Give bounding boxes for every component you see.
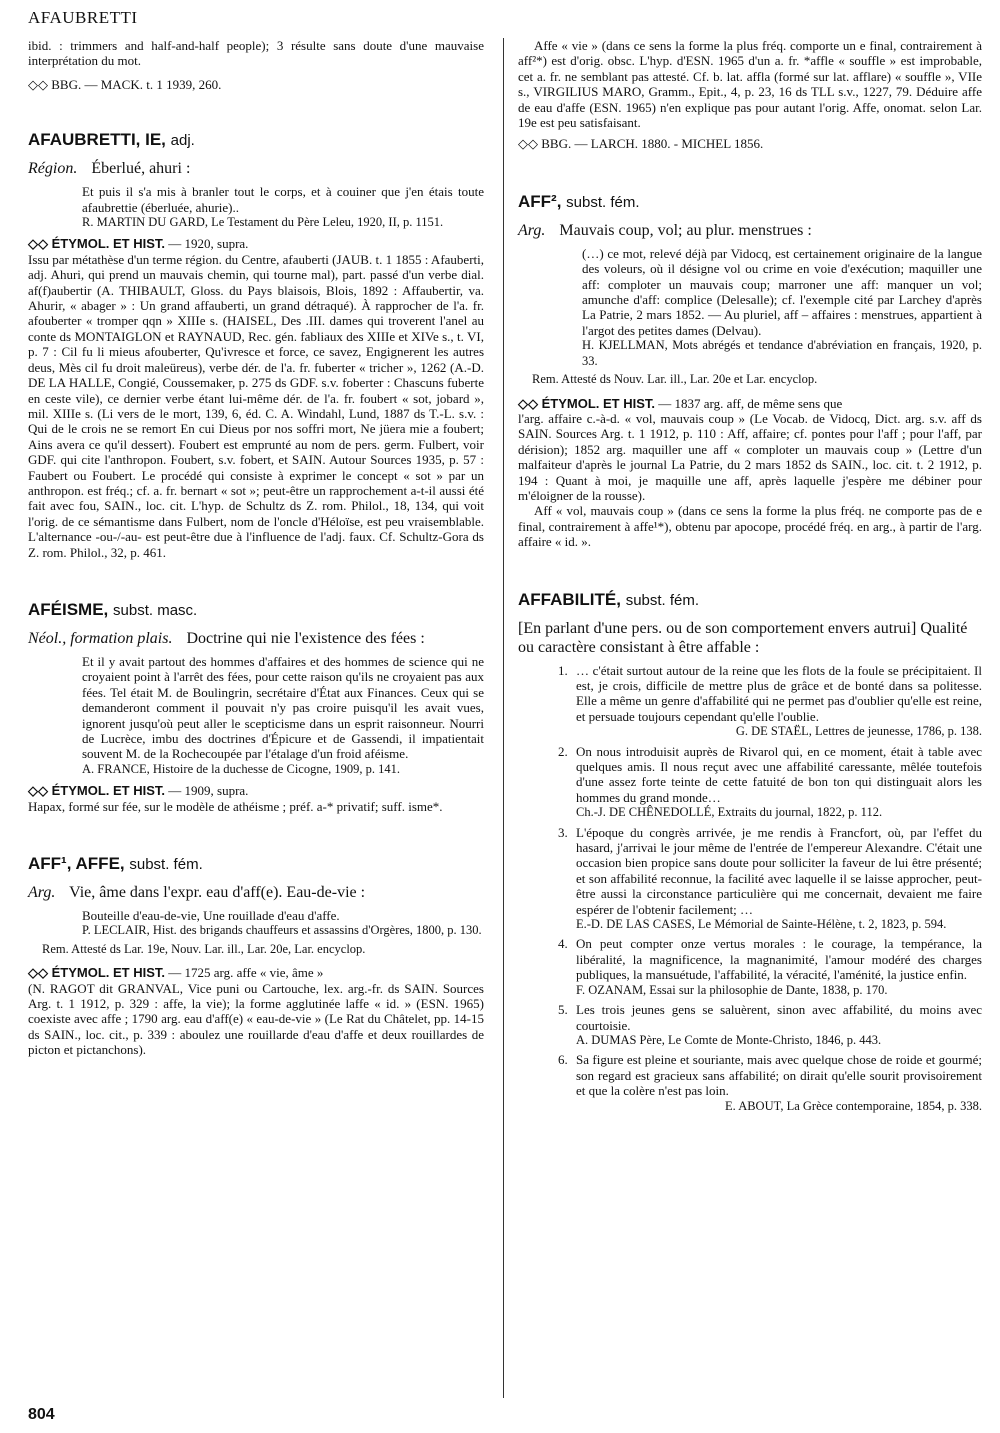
example-number: 5. [558, 1002, 568, 1018]
citation-text: Et il y avait partout des hommes d'affaires et des hommes de science qui ne croyaient point à l'arrêt des fées, pour cette raison qu'ils ne croyaient pas aux fées. Tel était M. de Boulingrin, secrétaire d'État aux Finances. Ceux qui se demanderont comment il pouvait n'y pas croire puisqu'il les avait vues, ignorent jusqu'où peut aller le scepticisme dans un esprit raisonneur. Nourri de Lucrèce, imbu des doctrines d'Épicure et de Gassendi, il impatientait souvent M. de la Rochecoupée par l'étalage d'un froid aféisme. [82, 653, 484, 762]
etymology-text-2: Aff « vol, mauvais coup » (dans ce sens la forme la plus fréq. ne comporte pas de e final, contrairement à affe¹*), obtenu par apocope, procédé fréq. en arg., à partir de l'arg. affaire « id. ». [518, 503, 982, 550]
citation-source: H. KJELLMAN, Mots abrégés et tendance d'abréviation en français, 1920, p. 33. [582, 338, 982, 368]
etymology-label: ◇◇ ÉTYMOL. ET HIST. [28, 236, 166, 252]
headword: AFAUBRETTI, IE, [28, 130, 166, 150]
example-text: L'époque du congrès arrivée, je me rendis à Francfort, où, par l'effet du hasard, j'arrivai le jour même de l'entrée de l'empereur Alexandre. C'était une occasion bien propice sans doute pour solliciter la faveur de lui être présenté; et son affabilité reconnue, la facilité avec laquelle il se laisse approcher, peut-être aussi la circonstance particulière qui me concernait, devaient me faire espérer de l'obtenir facilement; … [576, 824, 982, 917]
example-number: 4. [558, 936, 568, 952]
running-head: AFAUBRETTI [28, 8, 138, 27]
etymology-date: — 1920, supra. [168, 236, 249, 252]
example-number: 1. [558, 662, 568, 678]
headword: AFFABILITÉ, [518, 589, 621, 609]
domain-label: Région. [28, 160, 78, 178]
etymology-label: ◇◇ ÉTYMOL. ET HIST. [28, 965, 166, 981]
etymology-text: l'arg. affaire c.-à-d. « vol, mauvais coup » (Le Vocab. de Vidocq, Dict. arg. s.v. aff ds SAIN. Sources Arg. t. 1 1912, p. 110 : Aff, affaire; cf. pontes pour l'aff ; pour l'aff, par dérision); 1852 arg. maquiller une aff « comploter un mauvais coup » (Lettre d'un malfaiteur d'après le journal La Patrie, du 2 mars 1852 ds SAIN., loc. cit. t. 2 1912, p. 194 : Quant à moi, je maquille une aff, après laquelle j'espère me débiner pour m'éloigner de la rousse). [518, 410, 982, 503]
example-text: On nous introduisit auprès de Rivarol qui, en ce moment, était à table avec quelques amis. Il nous reçut avec une affabilité caressante, mêlée toutefois d'une assez forte teinte de cette fatuité de bon ton qui distinguait alors les hommes du grand monde… [576, 743, 982, 805]
citation [82, 908, 484, 939]
continuation-text: ibid. : trimmers and half-and-half people); 3 résulte sans doute d'une mauvaise interprétation du mot. [28, 38, 484, 69]
page-number: 804 [28, 1406, 55, 1423]
definition-line [28, 159, 484, 178]
example-2 [558, 744, 982, 821]
example-text: On peut compter onze vertus morales : le courage, la tempérance, la libéralité, la magnificence, la magnanimité, l'amour modéré des charges publiques, la mansuétude, l'affabilité, la véracité, l'aménité, la justice enfin. [576, 936, 982, 983]
entry-afeisme-headword [28, 600, 484, 621]
etymology [28, 783, 484, 814]
etymology-text: Hapax, formé sur fée, sur le modèle de athéisme ; préf. a-* privatif; suff. isme*. [28, 798, 443, 814]
citation-text: Bouteille d'eau-de-vie, Une rouillade d'eau d'affe. [82, 908, 340, 924]
example-source: A. DUMAS Père, Le Comte de Monte-Christo, 1846, p. 443. [576, 1032, 882, 1047]
etymology-date: — 1909, supra. [168, 783, 249, 799]
citation [582, 246, 982, 369]
etymology-label: ◇◇ ÉTYMOL. ET HIST. [518, 395, 656, 411]
etymology-text: Issu par métathèse d'un terme région. du Centre, afauberti (JAUB. t. 1 1855 : Afauberti, adj. Ahuri, qui prend un mauvais chemin, qui tourne mal), part. passé d'un verbe dial. af(f)aubertir (A. THIBAULT, Gloss. du Pays blaisois, Blois, 1892 : Affaubertir, va. Ahurir, « abager » : Un grand affauberti, un grand détraqué). À rapprocher de l'a. fr. afouberter « tromper qqn » XIIIe s. (HAISEL, Des .III. dames qui troverent l'anel au conte ds MONTAIGLON et RAYNAUD, Rec. gén. fabliaux des XIIIe et XIVe s., t. VI, p. 7 : Cil fu li mieus afouberter, Qu'ivresce et force, ce savez, Engignerent les autres deus, Mès cil fu droit maleüreus), verbe dér. de l'a. fr. fuberter « tricher », 1262 (A.-D. DE LA HALLE, Congié, Coussemaker, p. 275 ds GDF. s.v. foberter : Chascuns fuberte en ceste vile), ce dernier verbe étant lui-même dér. de l'a. fr. foubert « sot, jobard », mil. XIIIe s. (Li vers de le mort, 139, 6, éd. C. A. Windahl, Lund, 1887 ds T.-L. s.v. : Qui de le crois ne se remort En cui Dieus por nos soffri mort, Ne jüera mie a foubert; Ains avera ce qu'il dessert). Foubert est emprunté au nom de pers. germ. Fulbert, voir GDF. qui cite l'anthropon. Foubert, s.v. fobert, et SAIN. Autour Sources 1935, p. 57 : Faubert ou Foubert. Le procédé qui consiste à exprimer le concept « sot » par un anthropon. est fréq.; cf. a. fr. bernart « sot »; peut-être un rapprochement a-t-il aussi été fait avec fou, SAIN., loc. cit. L'hyp. de Schultz ds Z. rom. Philol., 18, 134, qui voit l'orig. de ce sémantisme dans Fulbert, nom de l'oncle d'Héloïse, est peu vraisemblable. L'alternance -ou-/-au- est peut-être due à l'influence de l'adj. faux. Cf. Schultz-Gora ds Z. rom. Philol., 32, p. 461. [28, 251, 484, 560]
domain-label: Arg. [28, 884, 56, 902]
definition-line [28, 883, 484, 902]
definition: Mauvais coup, vol; au plur. menstrues : [559, 221, 812, 239]
etymology-date: — 1837 arg. aff, de même sens que [658, 395, 843, 411]
citation-text: (…) ce mot, relevé déjà par Vidocq, est certainement originaire de la langue des voleurs, où il désigne vol ou crime en voie d'exécution; maquiller une aff: comploter un mauvais coup; marroner une aff: manquer un vol; amunche d'aff: complice (Delesalle); cf. l'exemple cité par Larchey d'après La Patrie, 2 mars 1852. — Au pluriel, aff – affaires : menstrues, appartient à l'argot des petites dames (Delvau). [582, 245, 982, 338]
etymology-date: — 1725 arg. affe « vie, âme » [168, 965, 324, 981]
example-number: 2. [558, 743, 568, 759]
example-number: 6. [558, 1052, 568, 1068]
column-rule [503, 38, 504, 1398]
definition-line [518, 221, 982, 240]
example-1 [558, 663, 982, 740]
bibliography: ◇◇ BBG. — MACK. t. 1 1939, 260. [28, 76, 222, 92]
definition-line [28, 629, 484, 648]
example-text: Sa figure est pleine et souriante, mais avec quelque chose de roide et gourmé; son regard est gracieux sans affabilité; on dirait qu'elle sourit provisoirement et que la colère n'est pas loin. [576, 1052, 982, 1099]
remark: Rem. Attesté ds Nouv. Lar. ill., Lar. 20e et Lar. encyclop. [532, 372, 818, 387]
left-column [28, 38, 484, 1058]
etymology-label: ◇◇ ÉTYMOL. ET HIST. [28, 783, 166, 799]
definition: Vie, âme dans l'expr. eau d'aff(e). Eau-de-vie : [69, 884, 366, 902]
entry-aff1-headword [28, 854, 484, 875]
right-column [518, 38, 982, 1118]
remark: Rem. Attesté ds Lar. 19e, Nouv. Lar. ill., Lar. 20e, Lar. encyclop. [42, 941, 366, 956]
citation-source: R. MARTIN DU GARD, Le Testament du Père Leleu, 1920, II, p. 1151. [82, 215, 444, 230]
part-of-speech: subst. fém. [129, 856, 203, 874]
definition: Doctrine qui nie l'existence des fées : [186, 629, 425, 647]
example-source: F. OZANAM, Essai sur la philosophie de Dante, 1838, p. 170. [576, 982, 888, 997]
example-source: E. ABOUT, La Grèce contemporaine, 1854, p. 338. [725, 1098, 982, 1113]
domain-label: Arg. [518, 221, 546, 239]
citation [82, 184, 484, 230]
part-of-speech: subst. fém. [566, 193, 640, 211]
domain-label: Néol., formation plais. [28, 629, 173, 647]
etymology [28, 236, 484, 560]
continuation-text: Affe « vie » (dans ce sens la forme la plus fréq. comporte un e final, contrairement à aff²*) est d'orig. obsc. L'hyp. d'ESN. 1965 d'un a. fr. *affle « souffle » est improbable, cet a. fr. ne semblant pas attesté. Cf. b. lat. affla (formé sur lat. afflare) « souffle », VIIe s., VIRGILIUS MARO, Gramm., Epit., 4, p. 23, 16 ds TLL s.v., 1227, 79. Déduire affe de eau d'affe (ESN. 1965) n'en explique pas pour autant l'orig. Affe, onomat. selon Lar. 19e est peu satisfaisant. [518, 38, 982, 131]
part-of-speech: adj. [170, 132, 195, 150]
example-3 [558, 825, 982, 933]
headword: AFÉISME, [28, 599, 109, 619]
example-number: 3. [558, 824, 568, 840]
example-6 [558, 1052, 982, 1114]
example-5 [558, 1002, 982, 1048]
citation-source: P. LECLAIR, Hist. des brigands chauffeurs et assassins d'Orgères, 1800, p. 130. [82, 923, 482, 938]
example-text: … c'était surtout autour de la reine que les flots de la foule se précipitaient. Il est, je crois, difficile de mettre plus de grâce et de bonté dans sa politesse. Elle a même un genre d'affabilité qui ne permet pas d'oublier qu'elle est reine, et persuade toujours cependant qu'elle l'oublie. [576, 662, 982, 724]
definition: [En parlant d'une pers. ou de son comportement envers autrui] Qualité ou caractère consistant à être affable : [518, 619, 968, 656]
part-of-speech: subst. fém. [625, 591, 700, 609]
headword: AFF¹, AFFE, [28, 854, 125, 874]
example-text: Les trois jeunes gens se saluèrent, sinon avec affabilité, du moins avec courtoisie. [576, 1002, 982, 1033]
entry-affabilite-headword [518, 590, 982, 611]
part-of-speech: subst. masc. [113, 601, 198, 619]
example-4 [558, 936, 982, 998]
etymology-text: (N. RAGOT dit GRANVAL, Vice puni ou Cartouche, lex. arg.-fr. ds SAIN. Sources Arg. t. 1 1912, p. 329 : affe, la vie); la forme agglutinée laffe « id. » (ESN. 1965) coexiste avec affe ; 1790 arg. eau d'aff(e) « eau-de-vie » (Le Rat du Châtelet, pp. 14-15 ds SAIN., loc. cit., p. 339 : aboulez une rouillarde d'eau d'affe et deux rouillardes de picton et pictanchons). [28, 980, 484, 1058]
example-source: G. DE STAËL, Lettres de jeunesse, 1786, p. 138. [735, 724, 982, 739]
etymology [518, 396, 982, 550]
citation [82, 654, 484, 777]
definition: Éberlué, ahuri : [91, 160, 191, 178]
citation-text: Et puis il s'a mis à branler tout le corps, et à couiner que j'en étais toute afaubrettie (éberluée, ahurie).. [82, 184, 484, 215]
etymology [28, 965, 484, 1057]
bibliography: ◇◇ BBG. — LARCH. 1880. - MICHEL 1856. [518, 136, 764, 152]
example-source: Ch.-J. DE CHÊNEDOLLÉ, Extraits du journal, 1822, p. 112. [576, 805, 883, 820]
entry-aff2-headword [518, 192, 982, 213]
headword: AFF², [518, 191, 562, 211]
example-source: E.-D. DE LAS CASES, Le Mémorial de Sainte-Hélène, t. 2, 1823, p. 594. [576, 917, 947, 932]
citation-source: A. FRANCE, Histoire de la duchesse de Cicogne, 1909, p. 141. [82, 761, 401, 776]
entry-afaubretti-headword [28, 130, 484, 151]
